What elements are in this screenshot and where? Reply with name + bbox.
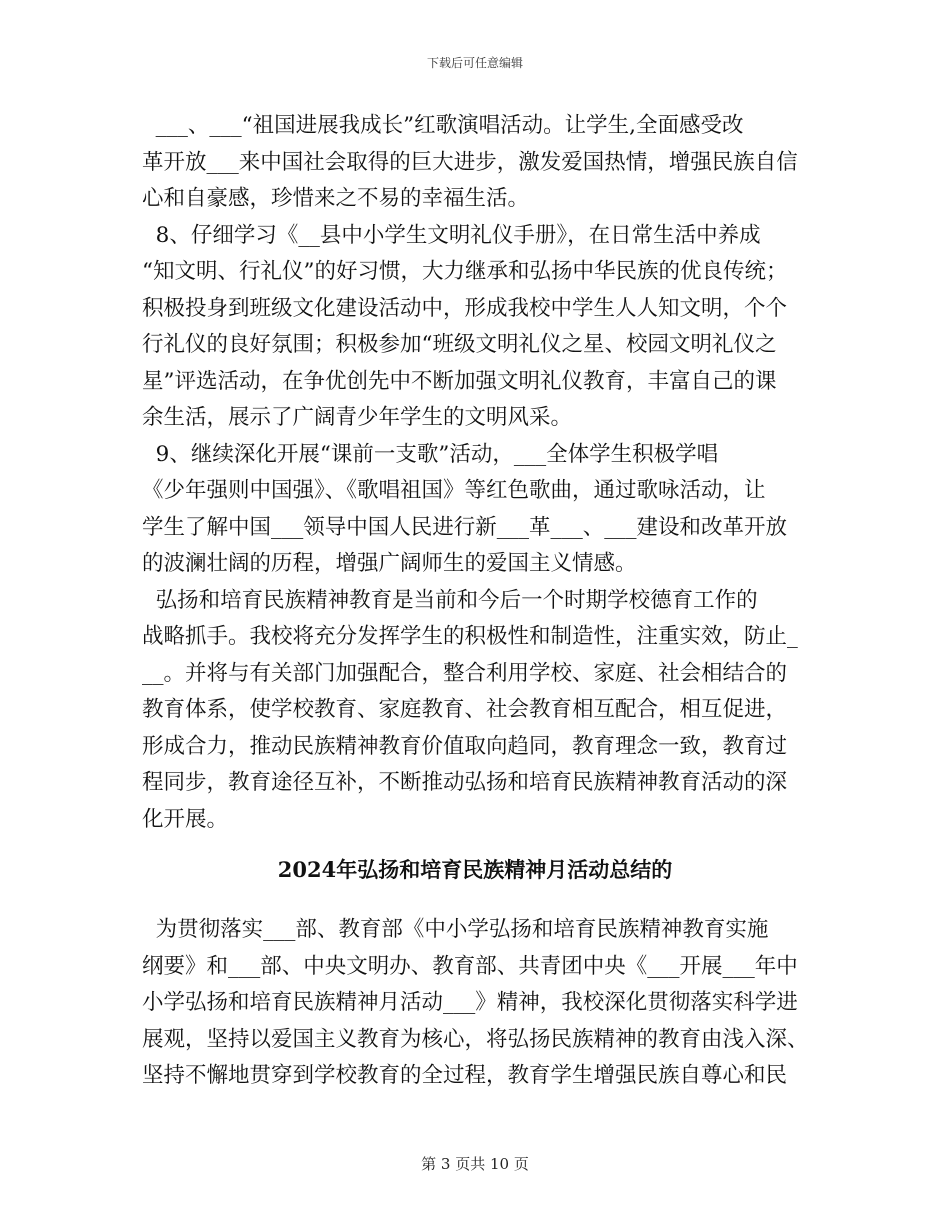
text-line: 革开放___来中国社会取得的巨大进步，激发爱国热情，增强民族自信 <box>142 149 798 175</box>
text-line: __。并将与有关部门加强配合，整合利用学校、家庭、社会相结合的 <box>142 660 788 686</box>
text-line: 为贯彻落实___部、教育部《中小学弘扬和培育民族精神教育实施 <box>142 917 769 942</box>
text-line: 余生活，展示了广阔青少年学生的文明风采。 <box>142 405 573 430</box>
text-line: 9、继续深化开展“课前一支歌”活动，___全体学生积极学唱 <box>142 441 719 467</box>
section-1-body <box>142 108 822 838</box>
section-2-body <box>142 912 832 1095</box>
text-line: 战略抓手。我校将充分发挥学生的积极性和制造性，注重实效，防止_ <box>142 624 798 649</box>
text-line: 化开展。 <box>142 806 229 832</box>
section-heading: 2024年弘扬和培育民族精神月活动总结的 <box>277 857 673 882</box>
text-line: 小学弘扬和培育民族精神月活动___》精神，我校深化贯彻落实科学进 <box>142 990 798 1015</box>
text-line: 《少年强则中国强》、《歌唱祖国》等红色歌曲，通过歌咏活动，让 <box>142 478 766 503</box>
text-line: 的波澜壮阔的历程，增强广阔师生的爱国主义情感。 <box>142 551 637 576</box>
text-line: 展观，坚持以爱国主义教育为核心，将弘扬民族精神的教育由浅入深、 <box>142 1026 809 1052</box>
page-number-footer: 第 3 页共 10 页 <box>421 1155 529 1173</box>
text-line: 弘扬和培育民族精神教育是当前和今后一个时期学校德育工作的 <box>142 587 758 613</box>
text-line: 8、仔细学习《__县中小学生文明礼仪手册》，在日常生活中养成 <box>142 222 761 248</box>
text-line: 星”评选活动，在争优创先中不断加强文明礼仪教育，丰富自己的课 <box>142 368 777 394</box>
text-line: ___、___“祖国进展我成长”红歌演唱活动。让学生,全面感受改 <box>142 113 744 138</box>
text-line: 形成合力，推动民族精神教育价值取向趋同，教育理念一致，教育过 <box>142 733 788 759</box>
text-line: 坚持不懈地贯穿到学校教育的全过程，教育学生增强民族自尊心和民 <box>142 1063 788 1088</box>
text-line: “知文明、行礼仪”的好习惯，大力继承和弘扬中华民族的优良传统； <box>142 259 788 284</box>
text-line: 心和自豪感，珍惜来之不易的幸福生活。 <box>142 186 530 211</box>
text-line: 教育体系，使学校教育、家庭教育、社会教育相互配合，相互促进， <box>142 697 788 722</box>
page-header: 下载后可任意编辑 <box>426 56 523 70</box>
text-line: 积极投身到班级文化建设活动中，形成我校中学生人人知文明，个个 <box>142 295 788 321</box>
text-line: 程同步，教育途径互补，不断推动弘扬和培育民族精神教育活动的深 <box>142 770 788 795</box>
text-line: 学生了解中国___领导中国人民进行新___革___、___建设和改革开放 <box>142 514 788 540</box>
text-line: 纲要》和___部、中央文明办、教育部、共青团中央《___开展___年中 <box>142 953 798 979</box>
text-line: 行礼仪的良好氛围；积极参加“班级文明礼仪之星、校园文明礼仪之 <box>142 332 777 357</box>
